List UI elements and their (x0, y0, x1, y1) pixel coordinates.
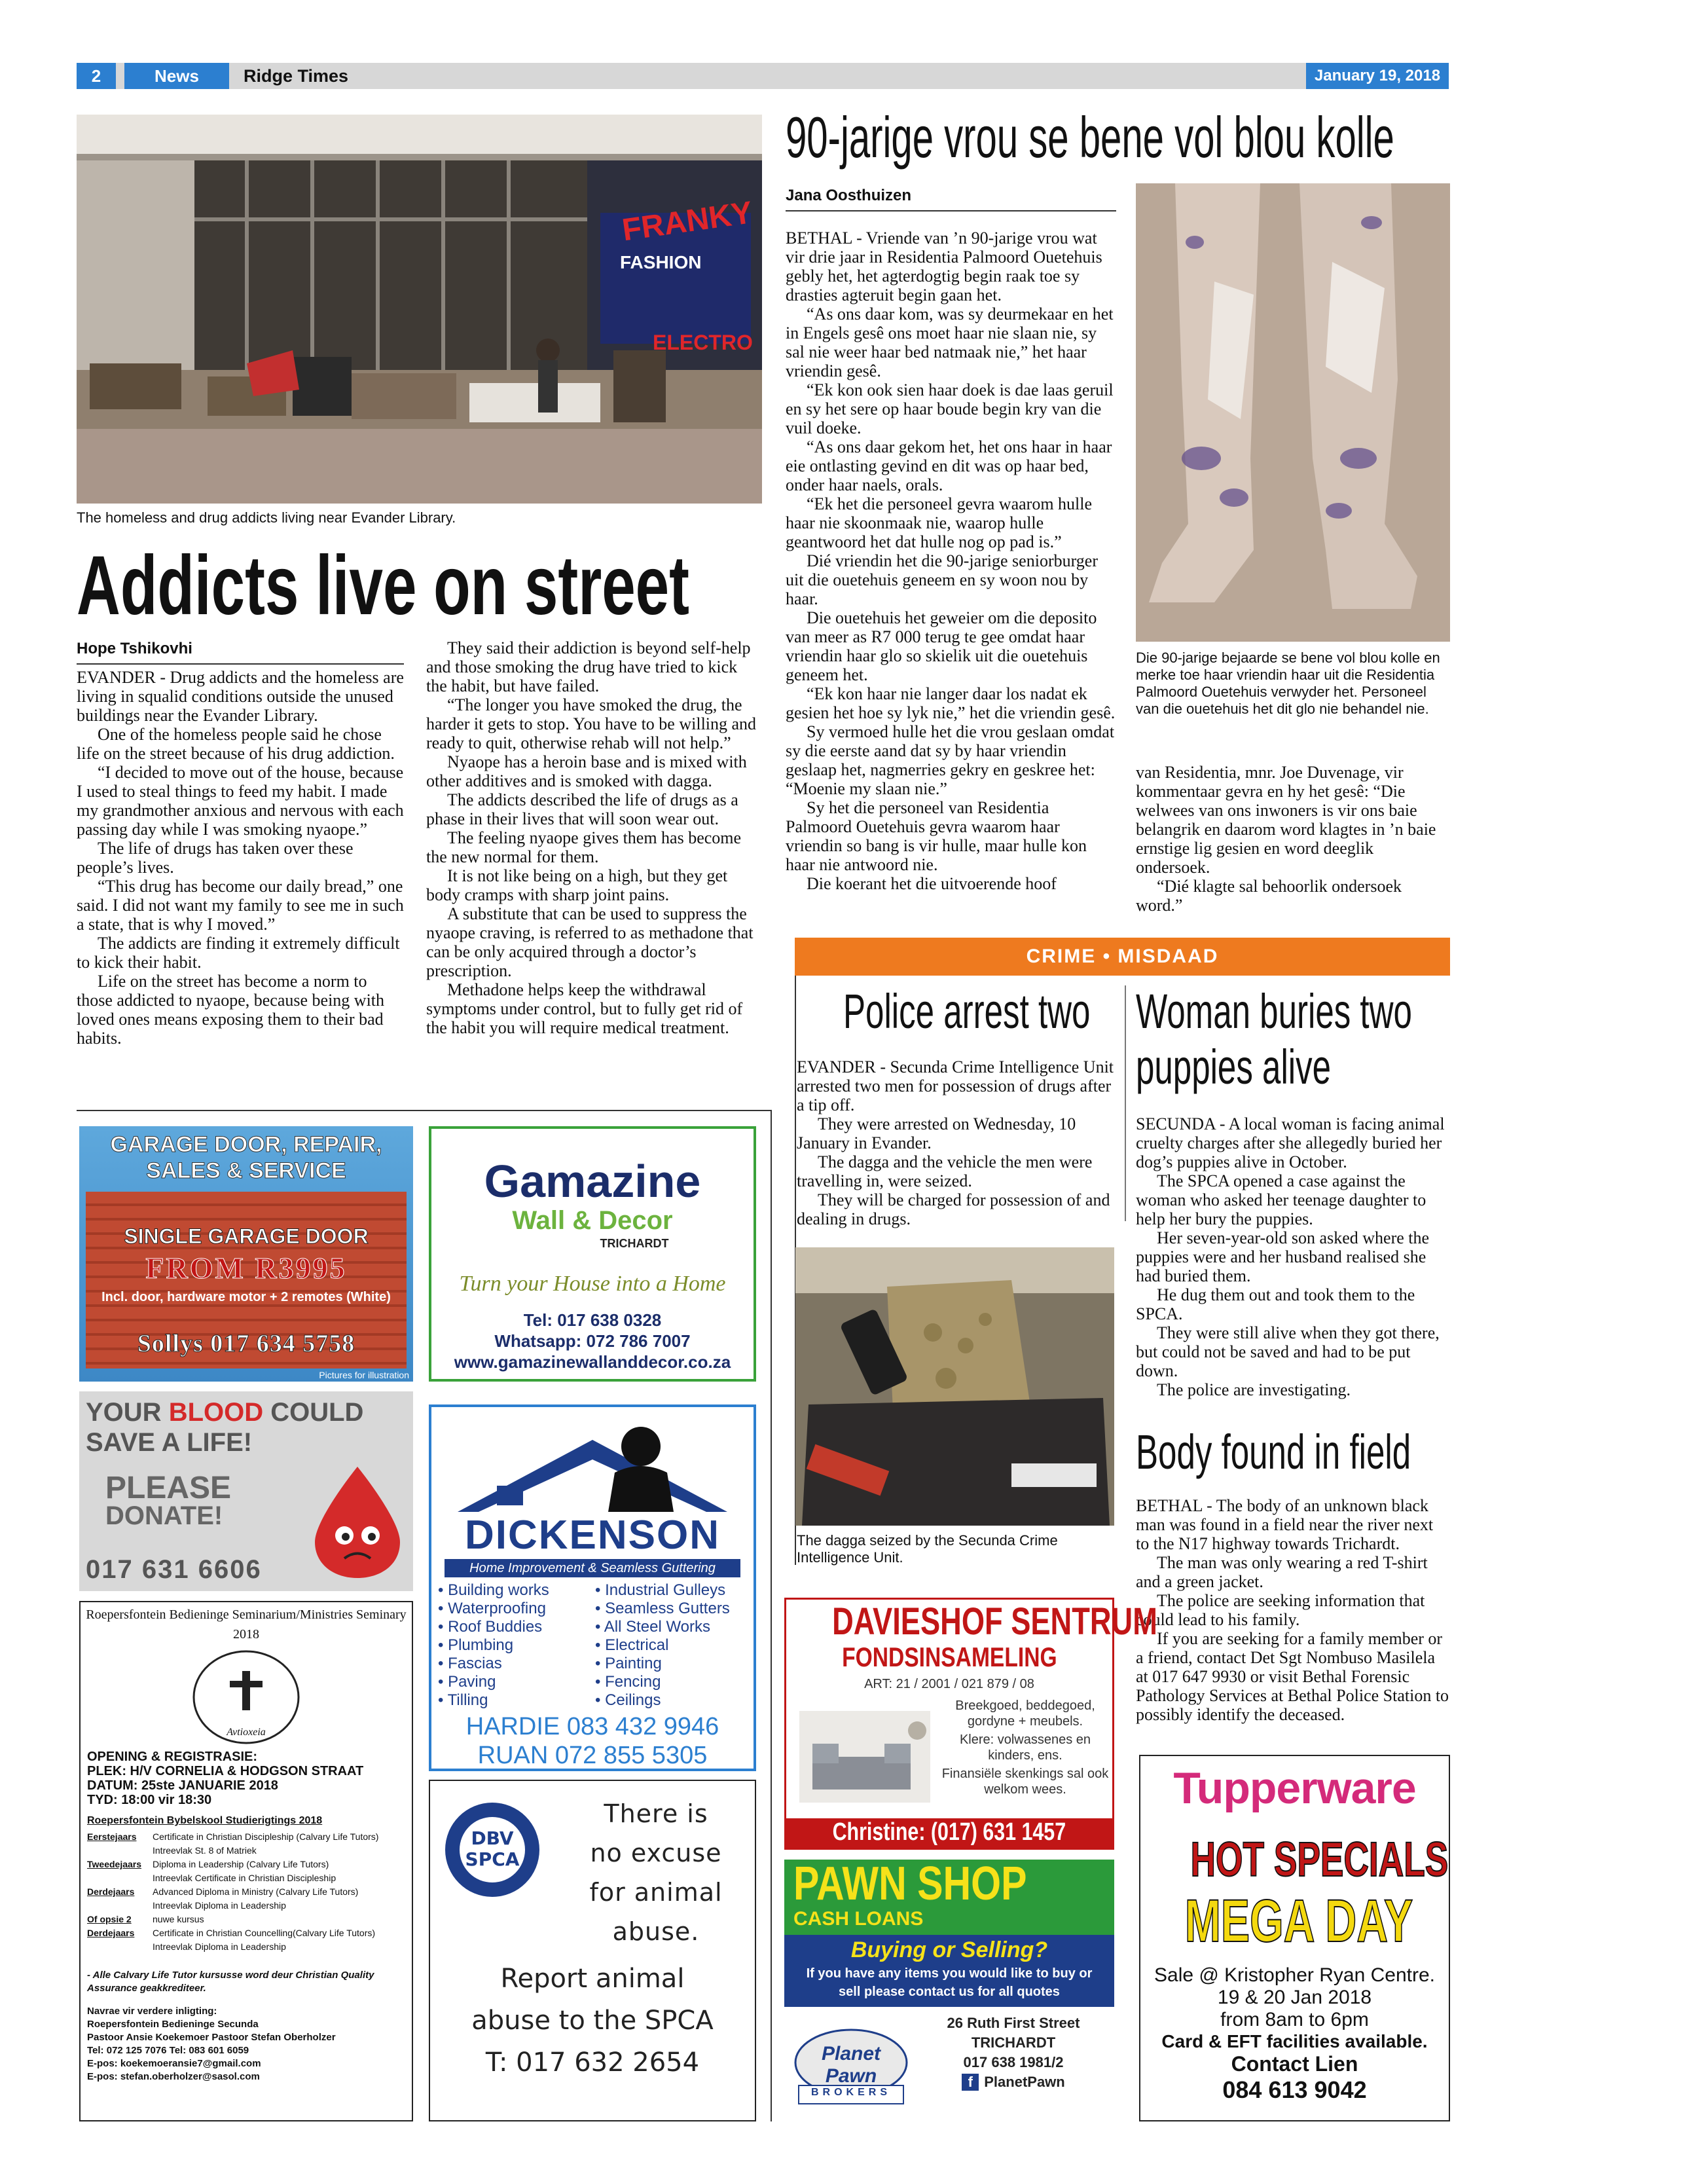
seminary-contact: Pastoor Ansie Koekemoer Pastoor Stefan Oberholzer (87, 2032, 336, 2043)
legs-photo-caption: Die 90-jarige bejaarde se bene vol blou kolle en merke toe haar vriendin haar uit die Residentia Palmoord Ouetehuis verwyder het. Personeel van die ouetehuis het dit glo nie behandel nie. (1136, 650, 1440, 717)
seminary-level (87, 1899, 153, 1913)
seminary-seal-text: Avtioxeia (227, 1727, 266, 1738)
seminary-level: Eerstejaars (87, 1831, 137, 1842)
bene-para: “Dié klagte sal behoorlik ondersoek word.” (1136, 877, 1402, 915)
blood-line3: PLEASE (105, 1471, 232, 1505)
dickenson-service: • Tilling (438, 1691, 488, 1709)
dickenson-service: • Plumbing (438, 1636, 514, 1654)
seminary-course: nuwe kursus (153, 1914, 204, 1924)
davieshof-title: DAVIESHOF SENTRUM (832, 1600, 1157, 1643)
legs-photo-scene (1136, 183, 1450, 642)
bene-para: “Ek kon haar nie langer daar los nadat ek gesien het hoe sy lyk nie,” het die vriendin gesê. (786, 684, 1116, 722)
page-number: 2 (77, 63, 116, 89)
blood-line2: SAVE A LIFE! (86, 1428, 253, 1457)
tupperware-hot: HOT SPECIALS (1190, 1832, 1449, 1886)
seminary-level: Derdejaars (87, 1886, 135, 1897)
seminary-level: Tweedejaars (87, 1859, 142, 1869)
seminary-contact: E-pos: koekemoeransie7@gmail.com (87, 2058, 261, 2069)
gamazine-whatsapp: Whatsapp: 072 786 7007 (494, 1331, 691, 1351)
davieshof-art: ART: 21 / 2001 / 021 879 / 08 (864, 1677, 1034, 1691)
seminary-course: Intreevlak St. 8 of Matriek (153, 1845, 257, 1856)
tupperware-line: Contact Lien (1231, 2052, 1358, 2076)
dickenson-service: • Roof Buddies (438, 1618, 543, 1636)
puppies-para: He dug them out and took them to the SPCA. (1136, 1285, 1415, 1323)
bene-para: Die koerant het die uitvoerende hoof (807, 874, 1057, 893)
body-para: If you are seeking for a family member or a friend, contact Det Sgt Nombuso Masilela at 017 647 9930 or visit Bethal Forensic Pathology Services at Bethal Police Station to possibly identify the deceased. (1136, 1629, 1449, 1724)
garage-note: Pictures for illustration (319, 1370, 409, 1380)
crime-banner-label: CRIME • MISDAAD (1026, 945, 1219, 967)
tupperware-line: Sale @ Kristopher Ryan Centre. (1154, 1964, 1435, 1986)
body-para: The police are seeking information that could lead to his family. (1136, 1591, 1425, 1629)
davieshof-text: Klere: volwassenes en kinders, ens. (959, 1733, 1091, 1763)
dickenson-phone-hardie: HARDIE 083 432 9946 (465, 1713, 719, 1740)
puppies-para: Her seven-year-old son asked where the puppies were and her husband realised she had buried them. (1136, 1228, 1430, 1285)
dickenson-sub: Home Improvement & Seamless Guttering (445, 1559, 740, 1577)
seminary-contact: Navrae vir verdere inligting: (87, 2006, 217, 2017)
addicts-col1 (77, 668, 404, 1048)
spca-report: abuse to the SPCA (471, 2006, 714, 2036)
blood-line1c: COULD (263, 1398, 364, 1427)
puppies-para: SECUNDA - A local woman is facing animal cruelty charges after she allegedly buried her dog’s puppies alive in October. (1136, 1114, 1445, 1171)
street-photo (77, 115, 762, 504)
seminary-course: Certificate in Christian Councelling(Calvary Life Tutors) (153, 1928, 376, 1938)
pawn-town: TRICHARDT (971, 2034, 1056, 2051)
shop-sign-electro: ELECTRO (653, 331, 753, 354)
blood-phone: 017 631 6606 (86, 1555, 262, 1584)
spca-report: Report animal (500, 1964, 685, 1994)
crime-banner (795, 938, 1450, 976)
gamazine-name: Gamazine (484, 1156, 701, 1207)
spca-line: no excuse (590, 1839, 722, 1867)
gamazine-sub: Wall & Decor (512, 1206, 673, 1235)
police-story (797, 1057, 1114, 1228)
dickenson-service: • Ceilings (595, 1691, 661, 1709)
blood-line1a: YOUR (86, 1398, 169, 1427)
gamazine-place: TRICHARDT (600, 1237, 669, 1250)
puppies-para: The SPCA opened a case against the woman who asked her teenage daughter to help her bury the puppies. (1136, 1171, 1426, 1228)
seminary-level (87, 1940, 153, 1954)
dickenson-ad (429, 1404, 756, 1771)
seminary-course: Diploma in Leadership (Calvary Life Tutors) (153, 1859, 329, 1869)
puppies-para: The police are investigating. (1157, 1380, 1351, 1399)
crime-column-divider (1125, 985, 1126, 1221)
police-para: They will be charged for possession of and dealing in drugs. (797, 1190, 1110, 1228)
dickenson-service: • Electrical (595, 1636, 669, 1654)
pawn-title: PAWN SHOP (793, 1858, 1027, 1910)
police-para: EVANDER - Secunda Crime Intelligence Unit arrested two men for possession of drugs after a tip off. (797, 1057, 1114, 1114)
addicts-para: “This drug has become our daily bread,” one said. I did not want my family to see me in such a state, that is why I moved.” (77, 877, 404, 934)
seminary-plek: PLEK: H/V CORNELIA & HODGSON STRAAT (87, 1764, 364, 1778)
davieshof-text: Breekgoed, beddegoed, gordyne + meubels. (955, 1698, 1095, 1729)
dickenson-service: • Fencing (595, 1673, 661, 1691)
addicts-para: Methadone helps keep the withdrawal symptoms under control, but to fully get rid of the habit you will require medical treatment. (426, 980, 743, 1037)
paper-name: Ridge Times (244, 66, 349, 86)
seminary-year: 2018 (233, 1627, 259, 1642)
ads-top-rule (77, 1110, 771, 1111)
tupperware-line: Card & EFT facilities available. (1161, 2031, 1428, 2051)
addicts-para: Life on the street has become a norm to those addicted to nyaope, because being with loved ones means exposing them to their bad habits. (77, 972, 385, 1048)
dickenson-service: • Fascias (438, 1655, 502, 1672)
gamazine-slogan: Turn your House into a Home (459, 1272, 726, 1296)
bene-col2 (1136, 763, 1450, 915)
pawn-facebook: PlanetPawn (984, 2074, 1065, 2090)
addicts-para: A substitute that can be used to suppress the nyaope craving, is referred to as methadone that can be only acquired through a doctor’s prescription. (426, 904, 754, 980)
addicts-para: Nyaope has a heroin base and is mixed with other additives and is smoked with dagga. (426, 752, 747, 790)
dickenson-service: • Building works (438, 1581, 549, 1599)
addicts-para: They said their addiction is beyond self-help and those smoking the drug have tried to kick the habit, but have failed. (426, 638, 751, 695)
davieshof-contact: Christine: (017) 631 1457 (832, 1818, 1066, 1846)
addicts-headline: Addicts live on street (77, 539, 689, 633)
pawn-tel: 017 638 1981/2 (963, 2054, 1064, 2070)
spca-phone: T: 017 632 2654 (485, 2047, 700, 2078)
addicts-byline: Hope Tshikovhi (77, 640, 404, 665)
tupperware-brand: Tupperware (1173, 1763, 1416, 1813)
blood-line4: DONATE! (105, 1501, 223, 1530)
pawn-address: 26 Ruth First Street (947, 2015, 1080, 2031)
seminary-level: Of opsie 2 (87, 1914, 132, 1924)
puppies-headline-line2: puppies alive (1136, 1040, 1332, 1094)
pawn-buy: Buying or Selling? (850, 1937, 1048, 1962)
seminary-course: Intreevlak Certificate in Christian Discipleship (153, 1873, 336, 1883)
bene-para: Die ouetehuis het geweier om die deposito van meer as R7 000 terug te gee omdat haar vriendin haar glo so skielik uit die ouetehuis geneem het. (786, 608, 1097, 684)
seminary-contact: Tel: 072 125 7076 Tel: 083 601 6059 (87, 2045, 249, 2056)
street-photo-caption: The homeless and drug addicts living near Evander Library. (77, 509, 456, 526)
bene-para: “As ons daar gekom het, het ons haar in haar eie ontlasting gevind en dit was op haar bed, onder haar naels, orals. (786, 437, 1112, 494)
addicts-para: The addicts are finding it extremely difficult to kick their habit. (77, 934, 400, 972)
seminary-level: Derdejaars (87, 1928, 135, 1938)
garage-single: SINGLE GARAGE DOOR (124, 1224, 369, 1248)
garage-ad (79, 1126, 413, 1382)
addicts-para: One of the homeless people said he chose life on the street because of his drug addiction. (77, 725, 395, 763)
bene-byline: Jana Oosthuizen (786, 187, 1116, 211)
street-photo-scene (77, 115, 762, 504)
pawn-logo: Planet Pawn (821, 2043, 881, 2087)
pawn-ad (784, 1860, 1114, 2121)
seminary-course: Intreevlak Diploma in Leadership (153, 1900, 286, 1911)
bene-para: van Residentia, mnr. Joe Duvenage, vir kommentaar gevra en hy het gesê: “Die welwees van ons inwoners is vir ons baie belangrik en daarom word klagtes in ’n baie ernstige lig gesien en word deeglik ondersoek. (1136, 763, 1436, 877)
davieshof-text: Finansiële skenkings sal ook welkom wees. (941, 1767, 1109, 1797)
seminary-level (87, 1844, 153, 1858)
garage-title1: GARAGE DOOR, REPAIR, (110, 1132, 382, 1157)
seminary-title: Roepersfontein Bedieninge Seminarium/Ministries Seminary (86, 1607, 407, 1622)
garage-phone: Sollys 017 634 5758 (137, 1330, 355, 1357)
tupperware-line: 19 & 20 Jan 2018 (1217, 1987, 1372, 2008)
dickenson-name: DICKENSON (464, 1513, 721, 1558)
addicts-para: It is not like being on a high, but they get body cramps with sharp joint pains. (426, 866, 728, 904)
section-label: News (124, 63, 229, 89)
pawn-info: If you have any items you would like to buy or sell please contact us for all quotes (806, 1966, 1093, 1999)
spca-line: There is (604, 1799, 708, 1828)
seminary-tyd: TYD: 18:00 vir 18:30 (87, 1793, 212, 1807)
spca-line: for animal (589, 1878, 723, 1907)
bene-col1 (786, 229, 1116, 893)
body-story (1136, 1496, 1450, 1724)
blood-ad (79, 1391, 413, 1591)
addicts-para: EVANDER - Drug addicts and the homeless are living in squalid conditions outside the unused buildings near the Evander Library. (77, 668, 404, 725)
bene-para: “Ek kon ook sien haar doek is dae laas geruil en sy het sere op haar boude begin kry van die vuil doeke. (786, 380, 1114, 437)
bene-para: “Ek het die personeel gevra waarom hulle haar nie skoonmaak nie, waarop hulle geantwoord het dat hulle nog op pad is.” (786, 494, 1093, 551)
addicts-para: “The longer you have smoked the drug, the harder it gets to stop. You have to be willing and ready to quit, otherwise rehab will not help.” (426, 695, 757, 752)
bene-para: BETHAL - Vriende van ’n 90-jarige vrou wat vir drie jaar in Residentia Palmoord Ouetehuis gebly het, het agterdogtig begin raak toe sy drasties agteruit begin gaan het. (786, 229, 1102, 304)
shop-sign-fashion: FASHION (620, 252, 702, 272)
addicts-para: The feeling nyaope gives them has become the new normal for them. (426, 828, 742, 866)
spca-logo-dbv: DBV (471, 1827, 514, 1849)
seminary-school: Roepersfontein Bybelskool Studierigtings 2018 (87, 1815, 323, 1826)
seminary-contact: Roepersfontein Bedieninge Secunda (87, 2019, 259, 2030)
addicts-para: “I decided to move out of the house, because I used to steal things to feed my habit. I made my grandmother anxious and nervous with each passing day while I was smoking nyaope.” (77, 763, 404, 839)
dickenson-service: • Painting (595, 1655, 662, 1672)
garage-title2: SALES & SERVICE (146, 1158, 346, 1183)
body-headline: Body found in field (1136, 1425, 1411, 1479)
dickenson-service: • Seamless Gutters (595, 1600, 730, 1617)
dagga-photo-scene (795, 1247, 1114, 1526)
spca-logo-spca: SPCA (465, 1848, 520, 1870)
police-para: The dagga and the vehicle the men were travelling in, were seized. (797, 1152, 1093, 1190)
dickenson-service: • Industrial Gulleys (595, 1581, 726, 1599)
puppies-para: They were still alive when they got there, but could not be saved and had to be put down. (1136, 1323, 1440, 1380)
dickenson-service: • Waterproofing (438, 1600, 546, 1617)
dagga-photo (795, 1247, 1114, 1526)
dickenson-phone-ruan: RUAN 072 855 5305 (477, 1742, 708, 1769)
dickenson-service: • All Steel Works (595, 1618, 711, 1636)
puppies-story (1136, 1114, 1450, 1399)
pawn-sub: CASH LOANS (793, 1908, 924, 1930)
bene-para: Sy vermoed hulle het die vrou geslaan omdat sy die eerste aand dat sy by haar vriendin geslaap het, nagmerries gekry en geskree het: “Moenie my slaan nie.” (786, 722, 1115, 798)
puppies-headline-line1: Woman buries two (1136, 984, 1412, 1038)
spca-line: abuse. (612, 1917, 700, 1946)
police-headline: Police arrest two (843, 984, 1091, 1038)
bene-para: “As ons daar kom, was sy deurmekaar en het in Engels gesê ons moet haar nie slaan nie, sy sal nie weer haar bed natmaak nie,” het haar vriendin gesê. (786, 304, 1114, 380)
seminary-level (87, 1871, 153, 1885)
bene-para: Dié vriendin het die 90-jarige seniorburger uit die ouetehuis geneem en sy woon nou by haar. (786, 551, 1098, 608)
addicts-col2 (426, 638, 762, 1037)
davieshof-sub: FONDSINSAMELING (841, 1642, 1057, 1672)
addicts-para: The life of drugs has taken over these people’s lives. (77, 839, 354, 877)
tupperware-line: from 8am to 6pm (1220, 2009, 1369, 2030)
seminary-course: Advanced Diploma in Ministry (Calvary Life Tutors) (153, 1886, 359, 1897)
garage-incl: Incl. door, hardware motor + 2 remotes (White) (101, 1290, 391, 1304)
pawn-brokers: BROKERS (810, 2087, 891, 2098)
seminary-note: - Alle Calvary Life Tutor kursusse word deur Christian Quality Assurance geakkrediteer. (87, 1970, 374, 1994)
seminary-datum: DATUM: 25ste JANUARIE 2018 (87, 1778, 278, 1793)
spca-ad (429, 1780, 756, 2121)
police-para: They were arrested on Wednesday, 10 January in Evander. (797, 1114, 1076, 1152)
seminary-course: Certificate in Christian Discipleship (Calvary Life Tutors) (153, 1831, 379, 1842)
bene-headline: 90-jarige vrou se bene vol blou kolle (786, 105, 1394, 170)
gamazine-tel: Tel: 017 638 0328 (523, 1310, 662, 1330)
dagga-photo-caption: The dagga seized by the Secunda Crime Intelligence Unit. (797, 1532, 1058, 1566)
issue-date: January 19, 2018 (1306, 63, 1449, 89)
facebook-icon: f (962, 2074, 979, 2091)
seminary-open: OPENING & REGISTRASIE: (87, 1750, 258, 1764)
ads-divider (771, 1110, 772, 2121)
body-para: The man was only wearing a red T-shirt and a green jacket. (1136, 1553, 1428, 1591)
dickenson-service: • Paving (438, 1673, 496, 1691)
body-para: BETHAL - The body of an unknown black man was found in a field near the river next to the N17 highway towards Trichardt. (1136, 1496, 1434, 1553)
gamazine-web: www.gamazinewallanddecor.co.za (454, 1352, 731, 1372)
blood-drop-icon (308, 1463, 407, 1581)
legs-photo (1136, 183, 1450, 642)
blood-word: BLOOD (168, 1398, 264, 1427)
furniture-icon (793, 1698, 937, 1809)
shop-sign-franky: FRANKY (620, 195, 755, 248)
tupperware-mega: MEGA DAY (1184, 1888, 1413, 1955)
tupperware-phone: 084 613 9042 (1222, 2076, 1367, 2103)
garage-price: FROM R3995 (145, 1251, 347, 1285)
gamazine-ad (429, 1126, 756, 1382)
davieshof-ad (784, 1598, 1157, 1850)
seminary-ad (79, 1601, 413, 2121)
seminary-course: Intreevlak Diploma in Leadership (153, 1941, 286, 1952)
tupperware-ad (1139, 1755, 1450, 2121)
seminary-contact: E-pos: stefan.oberholzer@sasol.com (87, 2071, 260, 2082)
bene-para: Sy het die personeel van Residentia Palmoord Ouetehuis gevra waarom haar vriendin so bang is vir hulle, maar hulle kon haar nie antwoord nie. (786, 798, 1087, 874)
addicts-para: The addicts described the life of drugs as a phase in their lives that will soon wear out. (426, 790, 738, 828)
